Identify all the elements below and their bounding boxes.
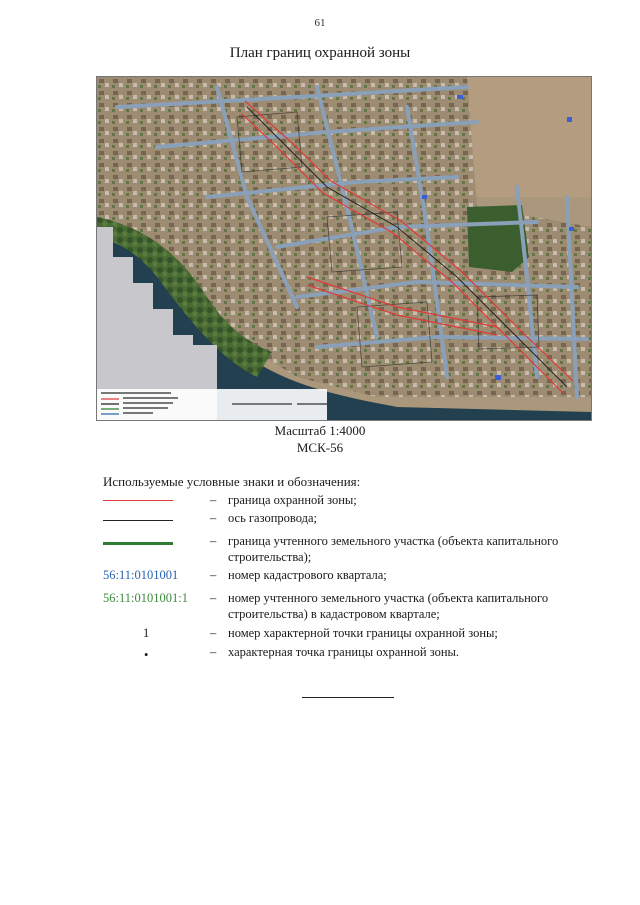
- map-crs-label: МСК-56: [296, 440, 344, 455]
- legend-dash: –: [210, 626, 217, 640]
- characteristic-point-dot: •: [144, 648, 149, 662]
- legend-desc: номер учтенного земельного участка (объекта капитального строительства) в кадастровом квартале;: [228, 591, 549, 621]
- aerial-map-image: [97, 77, 591, 420]
- legend-desc: номер кадастрового квартала;: [228, 568, 387, 582]
- legend-desc: граница охранной зоны;: [228, 493, 357, 507]
- page-number: 61: [314, 17, 326, 29]
- legend-desc: граница учтенного земельного участка (объекта капитального строительства);: [228, 534, 559, 564]
- legend-heading: Используемые условные знаки и обозначения:: [103, 474, 361, 489]
- cadastral-quarter-code: 56:11:0101001: [103, 568, 179, 582]
- legend-desc: ось газопровода;: [228, 511, 318, 525]
- protection-zone-map: [96, 76, 592, 421]
- legend-dash: –: [210, 511, 217, 525]
- legend-dash: –: [210, 493, 217, 507]
- parcel-number-code: 56:11:0101001:1: [103, 591, 188, 605]
- legend-dash: –: [210, 645, 217, 659]
- green-line-symbol: [103, 542, 173, 545]
- page-title: План границ охранной зоны: [229, 45, 411, 61]
- legend-desc: характерная точка границы охранной зоны.: [228, 645, 460, 659]
- legend-dash: –: [210, 591, 217, 605]
- black-line-symbol: [103, 520, 173, 521]
- point-number-symbol: 1: [143, 626, 150, 640]
- legend-dash: –: [210, 568, 217, 582]
- closing-rule: [302, 697, 394, 698]
- legend-dash: –: [210, 534, 217, 548]
- red-line-symbol: [103, 500, 173, 501]
- map-scale-label: Масштаб 1:4000: [274, 423, 366, 438]
- legend-desc: номер характерной точки границы охранной зоны;: [228, 626, 498, 640]
